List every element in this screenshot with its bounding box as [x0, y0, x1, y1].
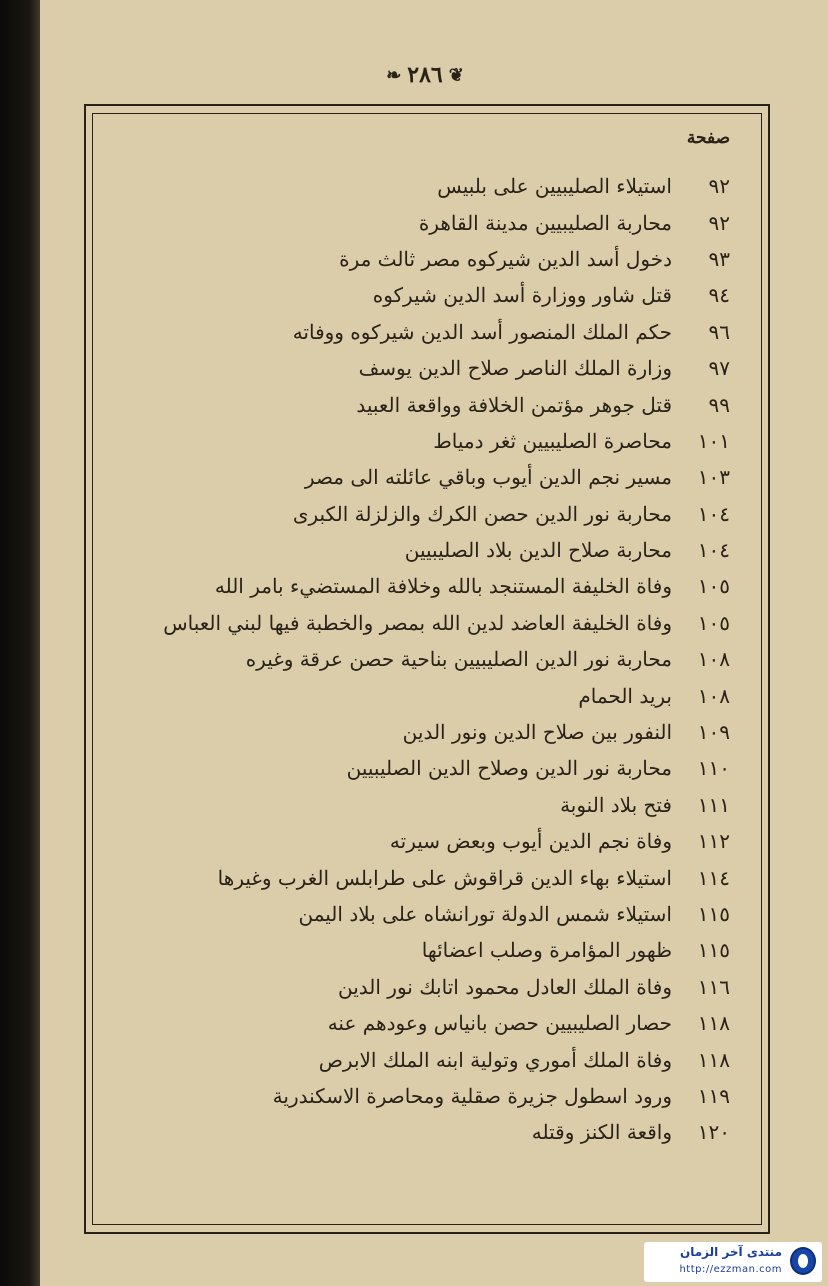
toc-entry-title: واقعة الكنز وقتله — [531, 1120, 672, 1145]
toc-page-number: ١٠٥ — [697, 574, 730, 599]
toc-page-number: ١١٨ — [697, 1047, 730, 1072]
toc-page-number: ١١٥ — [697, 902, 730, 926]
toc-entry-title: فتح بلاد النوبة — [560, 792, 672, 817]
toc-entry-title: استيلاء الصليبيين على بلبيس — [437, 174, 672, 199]
toc-page-number: ١١٤ — [697, 865, 730, 890]
toc-page-number: ٩٦ — [708, 319, 730, 344]
toc-page-number: ٩٤ — [708, 283, 730, 308]
toc-entry-title: وفاة الملك العادل محمود اتابك نور الدين — [337, 974, 672, 999]
toc-entry — [120, 859, 730, 895]
forum-watermark[interactable] — [644, 1242, 822, 1282]
toc-entry — [120, 1041, 730, 1077]
toc-entry — [120, 787, 730, 823]
toc-entry — [120, 1114, 730, 1150]
toc-entry-title: وفاة الخليفة العاضد لدين الله بمصر والخطبة فيها لبني العباس — [163, 610, 672, 635]
toc-entry-title: محاصرة الصليبيين ثغر دمياط — [433, 428, 672, 453]
toc-entry-title: محاربة الصليبيين مدينة القاهرة — [418, 210, 672, 235]
toc-entry — [120, 677, 730, 713]
toc-page-number: ٩٣ — [708, 246, 730, 271]
toc-entry-title: وفاة نجم الدين أيوب وبعض سيرته — [389, 829, 672, 854]
toc-entry — [120, 386, 730, 422]
toc-page-number: ١٠٨ — [697, 683, 730, 708]
toc-entry-title: مسير نجم الدين أيوب وباقي عائلته الى مصر — [304, 465, 672, 490]
toc-entry-title: حصار الصليبيين حصن بانياس وعودهم عنه — [327, 1011, 672, 1036]
watermark-url[interactable]: http://ezzman.com — [679, 1264, 782, 1275]
toc-entry-title: استيلاء شمس الدولة تورانشاه على بلاد اليمن — [298, 902, 672, 926]
toc-entry — [120, 750, 730, 786]
toc-entry-title: دخول أسد الدين شيركوه مصر ثالث مرة — [339, 246, 672, 271]
toc-entry-title: محاربة نور الدين الصليبيين بناحية حصن عرقة وغيره — [245, 647, 672, 672]
toc-page-number: ١٢٠ — [697, 1120, 730, 1145]
ornament-left-icon: ❦ — [448, 64, 464, 86]
toc-entry — [120, 168, 730, 204]
scan-dark-edge — [0, 0, 42, 1286]
toc-entry — [120, 605, 730, 641]
toc-page-number: ١٠٣ — [697, 465, 730, 490]
toc-page-number: ١١١ — [697, 792, 730, 817]
toc-entry-title: محاربة نور الدين وصلاح الدين الصليبيين — [346, 756, 672, 781]
toc-entry — [120, 1005, 730, 1041]
toc-page-number: ١١٠ — [697, 756, 730, 781]
toc-entry-title: حكم الملك المنصور أسد الدين شيركوه ووفاته — [292, 319, 672, 344]
toc-page-number: ٩٧ — [708, 356, 730, 381]
toc-page-number: ١٠٨ — [697, 647, 730, 672]
toc-entry — [120, 277, 730, 313]
toc-entry-title: النفور بين صلاح الدين ونور الدين — [402, 720, 672, 745]
toc-page-number: ١٠٤ — [697, 538, 730, 563]
toc-page-number: ٩٩ — [708, 392, 730, 417]
toc-entry-title: قتل جوهر مؤتمن الخلافة وواقعة العبيد — [356, 392, 672, 417]
toc-entry — [120, 241, 730, 277]
toc-page-number: ١٠٩ — [697, 720, 730, 745]
page-number: ٢٨٦ — [407, 62, 443, 88]
toc-entry — [120, 969, 730, 1005]
toc-entry — [120, 423, 730, 459]
toc-entry-title: وفاة الخليفة المستنجد بالله وخلافة المستضيء بامر الله — [214, 574, 672, 599]
toc-page-number: ١١٢ — [697, 829, 730, 854]
toc-page-number: ١٠٤ — [697, 501, 730, 526]
toc-page-number: ١٠٥ — [697, 610, 730, 635]
toc-entry-title: محاربة صلاح الدين بلاد الصليبيين — [404, 538, 672, 563]
shield-logo-icon — [790, 1247, 816, 1275]
watermark-site-name: منتدى آخر الزمان — [680, 1245, 782, 1259]
toc-entry — [120, 496, 730, 532]
table-of-contents-list — [120, 168, 730, 1151]
toc-entry-title: وفاة الملك أموري وتولية ابنه الملك الابرص — [318, 1047, 672, 1072]
toc-page-number: ١١٥ — [697, 938, 730, 963]
toc-entry — [120, 314, 730, 350]
toc-entry — [120, 896, 730, 932]
toc-entry — [120, 568, 730, 604]
toc-entry-title: ظهور المؤامرة وصلب اعضائها — [421, 938, 672, 963]
toc-page-number: ٩٢ — [708, 174, 730, 199]
toc-page-number: ١١٨ — [697, 1011, 730, 1036]
toc-entry-title: وزارة الملك الناصر صلاح الدين يوسف — [358, 356, 672, 381]
toc-page-number: ١١٩ — [697, 1083, 730, 1108]
toc-page-number: ٩٢ — [708, 210, 730, 235]
toc-entry — [120, 459, 730, 495]
toc-entry — [120, 204, 730, 240]
toc-entry-title: استيلاء بهاء الدين قراقوش على طرابلس الغرب وغيرها — [217, 865, 672, 890]
toc-entry-title: قتل شاور ووزارة أسد الدين شيركوه — [372, 283, 672, 308]
toc-page-number: ١١٦ — [697, 974, 730, 999]
toc-entry — [120, 1078, 730, 1114]
toc-entry — [120, 823, 730, 859]
page-number-header — [380, 58, 470, 92]
toc-entry-title: محاربة نور الدين حصن الكرك والزلزلة الكبرى — [292, 501, 672, 526]
toc-entry — [120, 350, 730, 386]
toc-entry — [120, 532, 730, 568]
toc-entry-title: بريد الحمام — [578, 683, 672, 708]
toc-entry — [120, 714, 730, 750]
toc-entry-title: ورود اسطول جزيرة صقلية ومحاصرة الاسكندرية — [272, 1083, 672, 1108]
ornament-right-icon: ❧ — [386, 64, 402, 86]
toc-page-number: ١٠١ — [697, 428, 730, 453]
toc-entry — [120, 932, 730, 968]
toc-entry — [120, 641, 730, 677]
page-column-header: صفحة — [686, 128, 730, 148]
